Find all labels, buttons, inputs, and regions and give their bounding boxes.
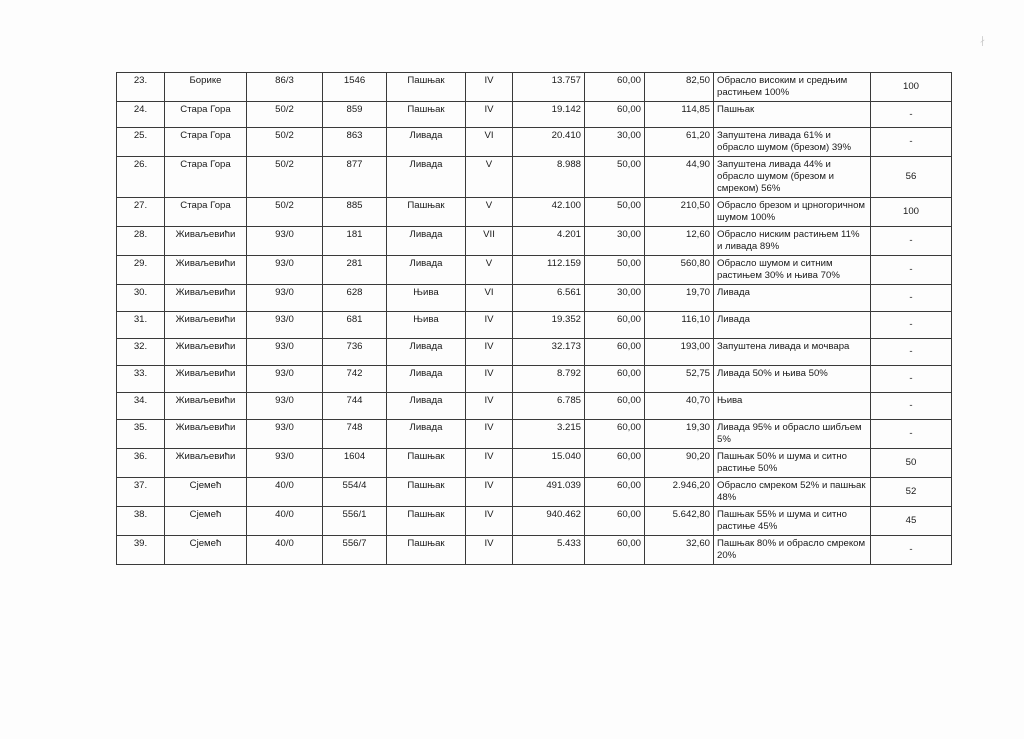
- row-number: 28.: [117, 227, 165, 256]
- row-number: 25.: [117, 128, 165, 157]
- place-cell: Живаљевићи: [165, 312, 247, 339]
- parcel-cell: 681: [323, 312, 387, 339]
- row-number: 33.: [117, 366, 165, 393]
- place-cell: Стара Гора: [165, 198, 247, 227]
- plan-cell: 86/3: [247, 73, 323, 102]
- class-cell: IV: [466, 536, 513, 565]
- parcel-cell: 736: [323, 339, 387, 366]
- plan-cell: 93/0: [247, 449, 323, 478]
- plan-cell: 93/0: [247, 312, 323, 339]
- table-row: [117, 393, 952, 420]
- description-cell: Обрасло смреком 52% и пашњак 48%: [714, 478, 871, 507]
- culture-cell: Ливада: [387, 339, 466, 366]
- row-number: 23.: [117, 73, 165, 102]
- parcel-cell: 859: [323, 102, 387, 128]
- place-cell: Живаљевићи: [165, 366, 247, 393]
- description-cell: Пашњак 80% и обрасло смреком 20%: [714, 536, 871, 565]
- parcel-cell: 556/7: [323, 536, 387, 565]
- table-row: [117, 339, 952, 366]
- parcel-cell: 1546: [323, 73, 387, 102]
- row-number: 31.: [117, 312, 165, 339]
- area-cell: 42.100: [513, 198, 585, 227]
- class-cell: IV: [466, 339, 513, 366]
- total-cell: 32,60: [645, 536, 714, 565]
- place-cell: Живаљевићи: [165, 285, 247, 312]
- culture-cell: Ливада: [387, 227, 466, 256]
- price-cell: 60,00: [585, 366, 645, 393]
- class-cell: IV: [466, 73, 513, 102]
- description-cell: Запуштена ливада 61% и обрасло шумом (брезом) 39%: [714, 128, 871, 157]
- parcel-cell: 181: [323, 227, 387, 256]
- area-cell: 13.757: [513, 73, 585, 102]
- parcel-cell: 863: [323, 128, 387, 157]
- total-cell: 5.642,80: [645, 507, 714, 536]
- plan-cell: 93/0: [247, 366, 323, 393]
- total-cell: 560,80: [645, 256, 714, 285]
- row-number: 34.: [117, 393, 165, 420]
- area-cell: 5.433: [513, 536, 585, 565]
- table-row: [117, 420, 952, 449]
- culture-cell: Ливада: [387, 128, 466, 157]
- description-cell: Ливада: [714, 285, 871, 312]
- total-cell: 114,85: [645, 102, 714, 128]
- class-cell: VI: [466, 285, 513, 312]
- price-cell: 60,00: [585, 312, 645, 339]
- place-cell: Живаљевићи: [165, 227, 247, 256]
- price-cell: 50,00: [585, 198, 645, 227]
- table-row: [117, 198, 952, 227]
- parcel-cell: 744: [323, 393, 387, 420]
- row-number: 26.: [117, 157, 165, 198]
- percent-cell: -: [871, 285, 952, 312]
- table-row: [117, 256, 952, 285]
- parcel-cell: 554/4: [323, 478, 387, 507]
- row-number: 38.: [117, 507, 165, 536]
- culture-cell: Њива: [387, 285, 466, 312]
- culture-cell: Пашњак: [387, 198, 466, 227]
- percent-cell: -: [871, 393, 952, 420]
- table-row: [117, 366, 952, 393]
- culture-cell: Ливада: [387, 420, 466, 449]
- table-row: [117, 102, 952, 128]
- table-row: [117, 73, 952, 102]
- percent-cell: 56: [871, 157, 952, 198]
- plan-cell: 40/0: [247, 536, 323, 565]
- culture-cell: Пашњак: [387, 536, 466, 565]
- class-cell: IV: [466, 102, 513, 128]
- class-cell: VII: [466, 227, 513, 256]
- percent-cell: 45: [871, 507, 952, 536]
- place-cell: Стара Гора: [165, 157, 247, 198]
- table-row: [117, 312, 952, 339]
- parcel-cell: 556/1: [323, 507, 387, 536]
- percent-cell: -: [871, 420, 952, 449]
- area-cell: 19.352: [513, 312, 585, 339]
- parcel-cell: 628: [323, 285, 387, 312]
- percent-cell: 100: [871, 198, 952, 227]
- description-cell: Ливада 50% и њива 50%: [714, 366, 871, 393]
- place-cell: Сјемећ: [165, 478, 247, 507]
- parcel-cell: 885: [323, 198, 387, 227]
- description-cell: Пашњак 55% и шума и ситно растиње 45%: [714, 507, 871, 536]
- price-cell: 30,00: [585, 285, 645, 312]
- plan-cell: 93/0: [247, 339, 323, 366]
- percent-cell: 52: [871, 478, 952, 507]
- plan-cell: 93/0: [247, 256, 323, 285]
- parcel-cell: 1604: [323, 449, 387, 478]
- percent-cell: -: [871, 128, 952, 157]
- scan-mark: ∤: [980, 36, 985, 47]
- area-cell: 4.201: [513, 227, 585, 256]
- description-cell: Обрасло ниским растињем 11% и ливада 89%: [714, 227, 871, 256]
- area-cell: 6.561: [513, 285, 585, 312]
- area-cell: 940.462: [513, 507, 585, 536]
- class-cell: IV: [466, 366, 513, 393]
- percent-cell: -: [871, 256, 952, 285]
- description-cell: Обрасло брезом и црногоричном шумом 100%: [714, 198, 871, 227]
- row-number: 29.: [117, 256, 165, 285]
- total-cell: 2.946,20: [645, 478, 714, 507]
- description-cell: Пашњак: [714, 102, 871, 128]
- total-cell: 82,50: [645, 73, 714, 102]
- place-cell: Сјемећ: [165, 507, 247, 536]
- plan-cell: 50/2: [247, 128, 323, 157]
- total-cell: 52,75: [645, 366, 714, 393]
- description-cell: Запуштена ливада 44% и обрасло шумом (брезом и смреком) 56%: [714, 157, 871, 198]
- total-cell: 40,70: [645, 393, 714, 420]
- price-cell: 60,00: [585, 73, 645, 102]
- class-cell: IV: [466, 507, 513, 536]
- parcel-cell: 748: [323, 420, 387, 449]
- row-number: 24.: [117, 102, 165, 128]
- plan-cell: 93/0: [247, 285, 323, 312]
- table-row: [117, 157, 952, 198]
- area-cell: 8.792: [513, 366, 585, 393]
- total-cell: 90,20: [645, 449, 714, 478]
- class-cell: V: [466, 198, 513, 227]
- area-cell: 3.215: [513, 420, 585, 449]
- row-number: 36.: [117, 449, 165, 478]
- row-number: 27.: [117, 198, 165, 227]
- table-body: [117, 73, 952, 565]
- price-cell: 60,00: [585, 478, 645, 507]
- class-cell: V: [466, 256, 513, 285]
- place-cell: Живаљевићи: [165, 449, 247, 478]
- percent-cell: -: [871, 536, 952, 565]
- class-cell: IV: [466, 478, 513, 507]
- culture-cell: Ливада: [387, 256, 466, 285]
- class-cell: IV: [466, 449, 513, 478]
- plan-cell: 50/2: [247, 157, 323, 198]
- price-cell: 60,00: [585, 536, 645, 565]
- culture-cell: Пашњак: [387, 449, 466, 478]
- price-cell: 30,00: [585, 227, 645, 256]
- culture-cell: Ливада: [387, 157, 466, 198]
- plan-cell: 40/0: [247, 507, 323, 536]
- total-cell: 44,90: [645, 157, 714, 198]
- place-cell: Живаљевићи: [165, 256, 247, 285]
- land-parcels-table: [116, 72, 952, 565]
- row-number: 39.: [117, 536, 165, 565]
- description-cell: Обрасло шумом и ситним растињем 30% и њива 70%: [714, 256, 871, 285]
- culture-cell: Пашњак: [387, 102, 466, 128]
- table-row: [117, 507, 952, 536]
- area-cell: 112.159: [513, 256, 585, 285]
- table-row: [117, 478, 952, 507]
- description-cell: Ливада 95% и обрасло шибљем 5%: [714, 420, 871, 449]
- place-cell: Живаљевићи: [165, 393, 247, 420]
- description-cell: Њива: [714, 393, 871, 420]
- place-cell: Стара Гора: [165, 102, 247, 128]
- plan-cell: 93/0: [247, 420, 323, 449]
- total-cell: 19,70: [645, 285, 714, 312]
- table-row: [117, 128, 952, 157]
- class-cell: IV: [466, 420, 513, 449]
- table-row: [117, 449, 952, 478]
- parcel-cell: 281: [323, 256, 387, 285]
- row-number: 30.: [117, 285, 165, 312]
- description-cell: Пашњак 50% и шума и ситно растиње 50%: [714, 449, 871, 478]
- class-cell: IV: [466, 393, 513, 420]
- area-cell: 6.785: [513, 393, 585, 420]
- price-cell: 50,00: [585, 256, 645, 285]
- percent-cell: -: [871, 312, 952, 339]
- percent-cell: -: [871, 102, 952, 128]
- total-cell: 12,60: [645, 227, 714, 256]
- plan-cell: 50/2: [247, 198, 323, 227]
- table-row: [117, 536, 952, 565]
- place-cell: Борике: [165, 73, 247, 102]
- description-cell: Обрасло високим и средњим растињем 100%: [714, 73, 871, 102]
- place-cell: Сјемећ: [165, 536, 247, 565]
- area-cell: 20.410: [513, 128, 585, 157]
- parcel-cell: 742: [323, 366, 387, 393]
- area-cell: 8.988: [513, 157, 585, 198]
- total-cell: 193,00: [645, 339, 714, 366]
- total-cell: 210,50: [645, 198, 714, 227]
- percent-cell: -: [871, 366, 952, 393]
- price-cell: 60,00: [585, 507, 645, 536]
- percent-cell: -: [871, 339, 952, 366]
- price-cell: 60,00: [585, 102, 645, 128]
- row-number: 37.: [117, 478, 165, 507]
- culture-cell: Пашњак: [387, 478, 466, 507]
- culture-cell: Њива: [387, 312, 466, 339]
- percent-cell: 100: [871, 73, 952, 102]
- class-cell: IV: [466, 312, 513, 339]
- price-cell: 60,00: [585, 420, 645, 449]
- area-cell: 15.040: [513, 449, 585, 478]
- plan-cell: 93/0: [247, 227, 323, 256]
- description-cell: Запуштена ливада и мочвара: [714, 339, 871, 366]
- culture-cell: Ливада: [387, 366, 466, 393]
- percent-cell: 50: [871, 449, 952, 478]
- culture-cell: Пашњак: [387, 73, 466, 102]
- class-cell: VI: [466, 128, 513, 157]
- row-number: 35.: [117, 420, 165, 449]
- place-cell: Живаљевићи: [165, 339, 247, 366]
- plan-cell: 40/0: [247, 478, 323, 507]
- price-cell: 60,00: [585, 393, 645, 420]
- plan-cell: 93/0: [247, 393, 323, 420]
- row-number: 32.: [117, 339, 165, 366]
- price-cell: 50,00: [585, 157, 645, 198]
- culture-cell: Ливада: [387, 393, 466, 420]
- area-cell: 491.039: [513, 478, 585, 507]
- table-row: [117, 227, 952, 256]
- percent-cell: -: [871, 227, 952, 256]
- area-cell: 32.173: [513, 339, 585, 366]
- parcel-cell: 877: [323, 157, 387, 198]
- area-cell: 19.142: [513, 102, 585, 128]
- total-cell: 116,10: [645, 312, 714, 339]
- plan-cell: 50/2: [247, 102, 323, 128]
- culture-cell: Пашњак: [387, 507, 466, 536]
- total-cell: 19,30: [645, 420, 714, 449]
- class-cell: V: [466, 157, 513, 198]
- place-cell: Стара Гора: [165, 128, 247, 157]
- total-cell: 61,20: [645, 128, 714, 157]
- place-cell: Живаљевићи: [165, 420, 247, 449]
- price-cell: 30,00: [585, 128, 645, 157]
- description-cell: Ливада: [714, 312, 871, 339]
- table-row: [117, 285, 952, 312]
- price-cell: 60,00: [585, 449, 645, 478]
- price-cell: 60,00: [585, 339, 645, 366]
